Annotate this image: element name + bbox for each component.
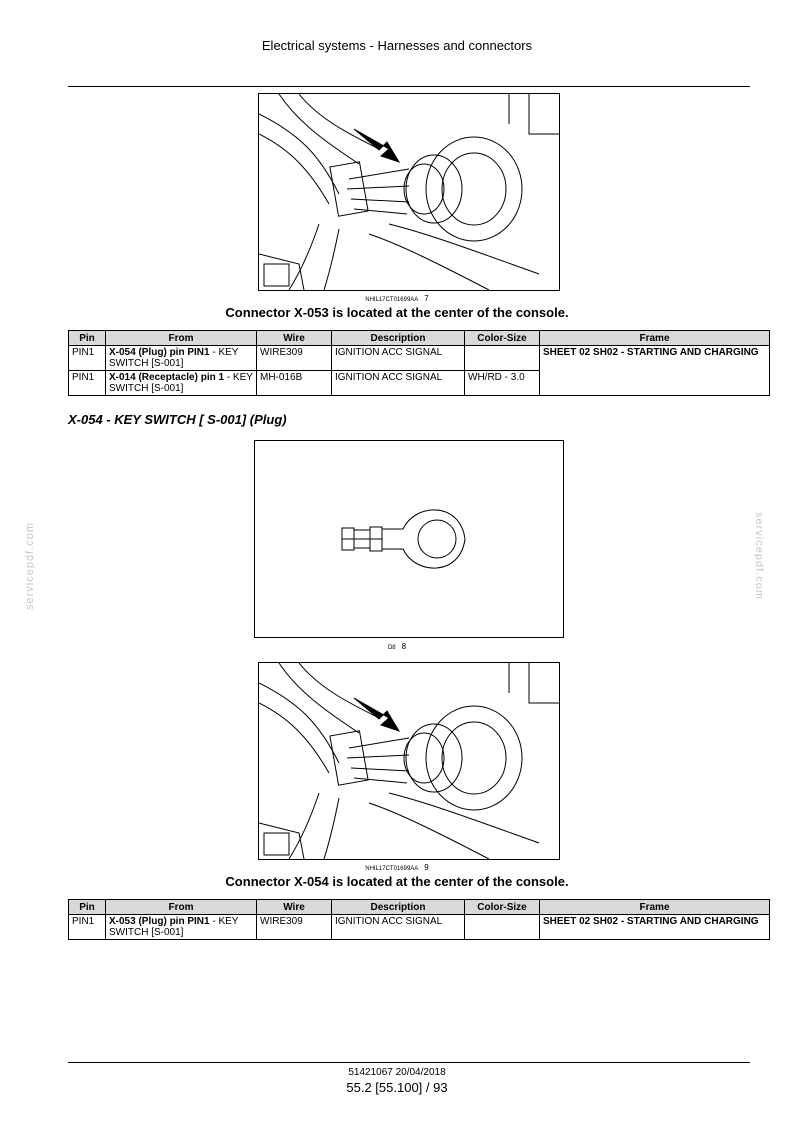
table-header-row	[69, 331, 770, 346]
col-wire: Wire	[257, 900, 332, 915]
figure-8-drawing	[254, 440, 564, 638]
col-frame: Frame	[540, 331, 770, 346]
cell-color-size: WH/RD - 3.0	[465, 371, 540, 396]
footer-doc-id: 51421067 20/04/2018	[348, 1067, 446, 1078]
from-component: - KEY SWITCH [S-001]	[109, 916, 239, 938]
from-connector: X-054 (Plug) pin PIN1	[109, 347, 210, 358]
table-header-row	[69, 900, 770, 915]
figure-7-number: 7	[424, 294, 429, 303]
col-description: Description	[332, 900, 465, 915]
watermark-right: servicepdf.com	[752, 512, 765, 600]
cell-description: IGNITION ACC SIGNAL	[332, 371, 465, 396]
figure-8-ref	[0, 642, 794, 651]
cell-wire: MH-016B	[257, 371, 332, 396]
col-description: Description	[332, 331, 465, 346]
col-from: From	[106, 900, 257, 915]
figure-9-caption: Connector X-054 is located at the center of the console.	[225, 874, 569, 889]
cell-from	[106, 371, 257, 396]
connector-x053-table	[68, 330, 770, 396]
cell-frame: SHEET 02 SH02 - STARTING AND CHARGING	[540, 915, 770, 940]
from-connector: X-014 (Receptacle) pin 1	[109, 372, 225, 383]
cell-wire: WIRE309	[257, 915, 332, 940]
figure-9-photo	[258, 662, 560, 860]
cell-description: IGNITION ACC SIGNAL	[332, 915, 465, 940]
cell-frame: SHEET 02 SH02 - STARTING AND CHARGING	[540, 346, 770, 396]
cell-description: IGNITION ACC SIGNAL	[332, 346, 465, 371]
figure-9-ref	[0, 863, 794, 872]
figure-8-number: 8	[401, 642, 407, 651]
table-row	[69, 915, 770, 940]
cell-pin: PIN1	[69, 371, 106, 396]
cell-pin: PIN1	[69, 346, 106, 371]
col-from: From	[106, 331, 257, 346]
col-color-size: Color-Size	[465, 900, 540, 915]
col-wire: Wire	[257, 331, 332, 346]
col-color-size: Color-Size	[465, 331, 540, 346]
col-pin: Pin	[69, 900, 106, 915]
section-title: X-054 - KEY SWITCH [ S-001] (Plug)	[68, 412, 287, 427]
connector-x054-table	[68, 899, 770, 940]
figure-8-code: D8	[387, 645, 396, 651]
figure-7-ref	[0, 294, 794, 303]
header-rule	[68, 86, 750, 87]
cell-from	[106, 915, 257, 940]
col-frame: Frame	[540, 900, 770, 915]
figure-9-number: 9	[424, 863, 429, 872]
watermark-left: servicepdf.com	[23, 522, 36, 610]
footer-page-number: 55.2 [55.100] / 93	[346, 1080, 448, 1095]
footer-rule	[68, 1062, 750, 1063]
cell-from	[106, 346, 257, 371]
cell-color-size	[465, 346, 540, 371]
figure-9-code: NHIL17CT01699AA	[365, 866, 419, 872]
figure-7-caption: Connector X-053 is located at the center of the console.	[225, 305, 569, 320]
page-header-title: Electrical systems - Harnesses and connectors	[261, 38, 533, 53]
cell-wire: WIRE309	[257, 346, 332, 371]
from-component: - KEY SWITCH [S-001]	[109, 347, 239, 369]
col-pin: Pin	[69, 331, 106, 346]
cell-color-size	[465, 915, 540, 940]
from-component: - KEY SWITCH [S-001]	[109, 372, 253, 394]
figure-7-photo	[258, 93, 560, 291]
cell-pin: PIN1	[69, 915, 106, 940]
table-row	[69, 346, 770, 371]
figure-7-code: NHIL17CT01699AA	[365, 297, 419, 303]
from-connector: X-053 (Plug) pin PIN1	[109, 916, 210, 927]
